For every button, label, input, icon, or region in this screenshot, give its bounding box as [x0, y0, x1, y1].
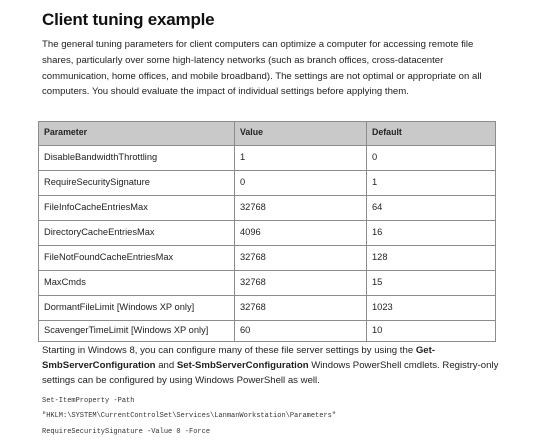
cell-parameter: FileNotFoundCacheEntriesMax — [39, 246, 235, 271]
tuning-parameters-table — [38, 121, 496, 342]
table-row — [39, 296, 496, 321]
cmdlet-set: Set-SmbServerConfiguration — [176, 360, 309, 372]
section-title: Client tuning example — [42, 10, 215, 29]
code-line-2: "HKLM:\SYSTEM\CurrentControlSet\Services\LanmanWorkstation\Parameters" — [42, 412, 337, 420]
outro-paragraph — [42, 343, 512, 389]
outro-text-2: and — [155, 360, 177, 372]
cell-default: 1023 — [367, 296, 496, 321]
cell-value: 1 — [235, 146, 367, 171]
cell-default: 16 — [367, 221, 496, 246]
cell-default: 15 — [367, 271, 496, 296]
cell-parameter: FileInfoCacheEntriesMax — [39, 196, 235, 221]
table-row — [39, 246, 496, 271]
cell-value: 32768 — [235, 296, 367, 321]
cell-default: 0 — [367, 146, 496, 171]
cell-value: 32768 — [235, 246, 367, 271]
intro-paragraph: The general tuning parameters for client computers can optimize a computer for accessing remote file shares, particularly over some high-latency networks (such as branch offices, cross-datacenter communication, home offices, and mobile broadband). The settings are not optimal or appropriate on all computers. You should evaluate the impact of individual settings before applying them. — [42, 39, 482, 98]
table-row — [39, 171, 496, 196]
cell-default: 1 — [367, 171, 496, 196]
cell-parameter: DisableBandwidthThrottling — [39, 146, 235, 171]
table-row — [39, 146, 496, 171]
outro-text-3: Windows PowerShell cmdlets. Registry-only settings can be configured by using Windows PowerShell as well. — [42, 360, 499, 387]
cell-value: 0 — [235, 171, 367, 196]
cell-parameter: ScavengerTimeLimit [Windows XP only] — [39, 321, 235, 342]
cell-parameter: DormantFileLimit [Windows XP only] — [39, 296, 235, 321]
table-header-row — [39, 122, 496, 146]
cell-value: 4096 — [235, 221, 367, 246]
cell-default: 128 — [367, 246, 496, 271]
outro-text-1: Starting in Windows 8, you can configure many of these file server settings by using the — [42, 345, 416, 356]
header-value: Value — [235, 122, 367, 146]
cell-parameter: DirectoryCacheEntriesMax — [39, 221, 235, 246]
table-row — [39, 196, 496, 221]
header-default: Default — [367, 122, 496, 146]
table-row — [39, 321, 496, 342]
cell-default: 64 — [367, 196, 496, 221]
cmdlet-get: Get-SmbServerConfiguration — [42, 345, 436, 372]
cell-parameter: RequireSecuritySignature — [39, 171, 235, 196]
header-parameter: Parameter — [39, 122, 235, 146]
code-line-1: Set-ItemProperty -Path — [42, 397, 135, 405]
cell-value: 32768 — [235, 271, 367, 296]
cell-value: 32768 — [235, 196, 367, 221]
cell-default: 10 — [367, 321, 496, 342]
table-row — [39, 221, 496, 246]
cell-parameter: MaxCmds — [39, 271, 235, 296]
table-row — [39, 271, 496, 296]
code-line-3: RequireSecuritySignature -Value 0 -Force — [42, 428, 211, 436]
cell-value: 60 — [235, 321, 367, 342]
